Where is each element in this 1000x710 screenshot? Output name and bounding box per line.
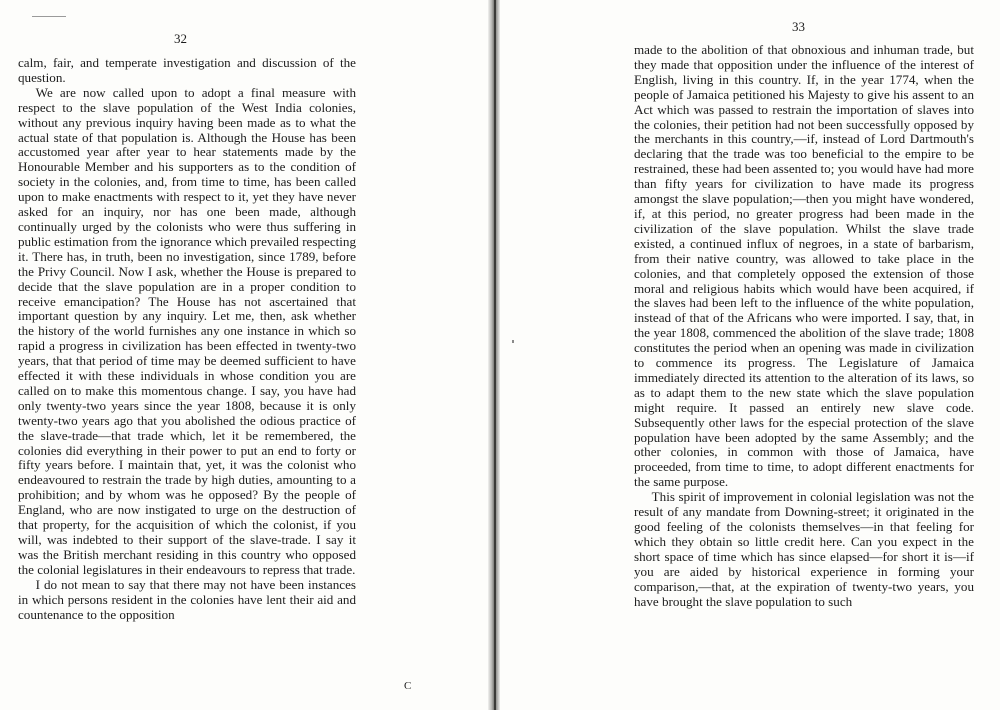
left-paragraph-2: We are now called upon to adopt a final measure with respect to the slave population of the West India colonies, without any previous inquiry having been made as to what the actual state of that population is. Although the House has been accustomed year after year to hear statements made by the Honourable Member and his supporters as to the condition of society in the colonies, and, from time to time, has been called upon to make enactments with respect to it, yet they have never asked for an inquiry, nor has one been made, although continually urged by the colonists who were thus suffering in public estimation from the ignorance which prevailed respecting it. There has, in truth, been no investigation, since 1789, before the Privy Council. Now I ask, whether the House is prepared to decide that the slave population are in a proper condition to receive emancipation? The House has not ascertained that important question by any inquiry. Let me, then, ask whether the history of the world furnishes any one instance in which so rapid a progress in civilization has been effected in twenty-two years, that that period of time may be deemed sufficient to have effected it with these individuals in whose condition you are called on to make this momentous change. I say, you have had only twenty-two years since the year 1808, because it is only twenty-two years ago that you abolished the odious practice of the slave-trade—that trade which, let it be remembered, the colonies did everything in their power to put an end to forty or fifty years before. I maintain that, yet, it was the colonist who endeavoured to restrain the trade by high duties, amounting to a prohibition; and by whom was he opposed? By the people of England, who are now instigated to urge on the destruction of that property, for the acquisition of which the colonist, if you will, was indebted to their support of the slave-trade. I say it was the British merchant residing in this country who opposed the colonial legislatures in their endeavours to repress that trade. [18,84,356,577]
right-paragraph-1: made to the abolition of that obnoxious and inhuman trade, but they made that opposition under the influence of the interest of English, living in this country. If, in the year 1774, when the people of Jamaica petitioned his Majesty to give his assent to an Act which was passed to restrain the importation of slaves into the colonies, their petition had not been successfully opposed by the merchants in this country,—if, instead of Lord Dartmouth's declaring that the trade was too beneficial to the empire to be restrained, these had been assented to; you would have had more than fifty years for civilization to have made its progress amongst the slave population;—then you might have wondered, if, at this period, no greater progress had been made in the civilization of the slave population. Whilst the slave trade existed, a continued influx of negroes, in a state of barbarism, from their native country, was allowed to take place in the colonies, and that completely opposed the extension of those moral and religious habits which would have been acquired, if the slaves had been left to the influence of the white population, instead of that of the Africans who were imported. I say, that, in the year 1808, commenced the abolition of the slave trade; 1808 constitutes the period when an opening was made in civilization to commence its progress. The Legislature of Jamaica immediately directed its attention to the alteration of its laws, so as to adapt them to the new state which the slave population might require. It passed an entirely new slave code. Subsequently other laws for the especial protection of the slave population have been adopted by the same Assembly; and the other colonies, in common with those of Jamaica, have proceeded, from time to time, to adopt different enactments for the same purpose. [634,42,974,490]
gutter-shadow-line [494,0,496,710]
left-paragraph-3: I do not mean to say that there may not have been instances in which persons resident in the colonies have lent their aid and countenance to the opposition [18,576,356,622]
left-page-number: 32 [174,31,187,46]
right-page [500,0,1000,710]
right-page-number: 33 [792,19,805,34]
right-page-text [634,43,974,609]
left-page-text [18,56,356,622]
right-paragraph-2: This spirit of improvement in colonial legislation was not the result of any mandate from Downing-street; it originated in the good feeling of the colonists themselves—in that feeling for which they obtain so little credit here. Can you expect in the short space of time which has since elapsed—for short it is—if you are aided by historical experience in forming your comparison,—that, at the expiration of twenty-two years, you have brought the slave population to such [634,489,974,609]
left-paragraph-1: calm, fair, and temperate investigation and discussion of the question. [18,55,356,85]
signature-mark: C [404,680,412,692]
left-page [0,0,488,710]
